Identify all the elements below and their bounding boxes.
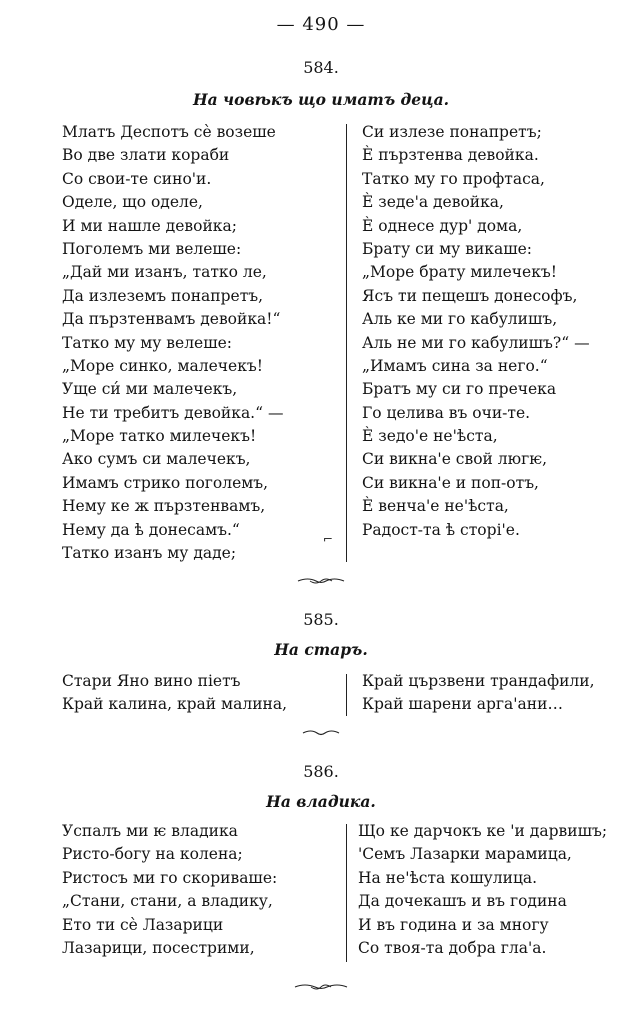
poem-586-left-column bbox=[62, 820, 277, 960]
verse-line: Си излезе понапретъ; bbox=[362, 123, 542, 141]
verse-line: „Дай ми изанъ, татко ле, bbox=[62, 263, 267, 282]
poem-number: 584. bbox=[303, 58, 339, 77]
verse-line: Татко изанъ му даде; bbox=[62, 544, 237, 563]
verse-line: Стари Яно вино піетъ bbox=[62, 672, 241, 690]
verse-line: Братъ му си го пречека bbox=[362, 380, 557, 399]
column-divider bbox=[346, 824, 347, 962]
poem-title: На старъ. bbox=[274, 640, 368, 659]
poem-584-left-column bbox=[62, 121, 283, 565]
bracket-mark: ⌐ bbox=[323, 532, 334, 546]
verse-line: Край цързвени трандафили, bbox=[362, 672, 595, 690]
verse-line: Оделе, що оделе, bbox=[62, 193, 203, 212]
poem-number: 586. bbox=[303, 762, 339, 781]
verse-line: Брату си му викаше: bbox=[362, 239, 533, 258]
verse-line: И ми нашле девойка; bbox=[62, 216, 237, 235]
verse-line: „Море татко милечекъ! bbox=[62, 427, 257, 446]
verse-line: Що ке дарчокъ ке 'и дарвишъ; bbox=[358, 822, 608, 840]
verse-line: „Море синко, малечекъ! bbox=[62, 356, 263, 375]
verse-line: Ѐ венча'е не'ѣста, bbox=[362, 497, 509, 516]
column-divider bbox=[346, 124, 347, 562]
verse-line: Не ти требитъ девойка.“ — bbox=[62, 403, 284, 422]
verse-line: Во две злати кораби bbox=[62, 146, 230, 165]
verse-line: „Имамъ сина за него.“ bbox=[362, 356, 548, 375]
verse-line: Го целива въ очи-те. bbox=[362, 403, 531, 422]
verse-line: Татко му го профтаса, bbox=[362, 169, 545, 188]
verse-line: Аль ке ми го кабулишъ, bbox=[362, 310, 558, 329]
verse-line: Край шарени арга'ани… bbox=[362, 695, 563, 714]
verse-line: Ристосъ ми го скориваше: bbox=[62, 868, 278, 887]
poem-title: На владика. bbox=[266, 792, 376, 811]
verse-line: Си викна'е свой люгѥ, bbox=[362, 450, 548, 469]
verse-line: Да пързтенвамъ девойка!“ bbox=[62, 310, 281, 329]
verse-line: Да излеземъ понапретъ, bbox=[62, 286, 264, 305]
verse-line: Татко му му велеше: bbox=[62, 333, 233, 352]
ornament-divider bbox=[0, 982, 642, 995]
verse-line: Да дочекашъ и въ година bbox=[358, 892, 567, 911]
verse-line: Аль не ми го кабулишъ?“ — bbox=[362, 333, 590, 352]
verse-line: Уще си́ ми малечекъ, bbox=[62, 380, 238, 399]
verse-line: Нему да ѣ донесамъ.“ bbox=[62, 520, 240, 539]
verse-line: Си викна'е и поп-отъ, bbox=[362, 473, 539, 492]
verse-line: Радост-та ѣ сторі'е. bbox=[362, 520, 520, 539]
verse-line: И въ година и за многу bbox=[358, 915, 549, 934]
verse-line: Поголемъ ми велеше: bbox=[62, 239, 242, 258]
verse-line: Ако сумъ си малечекъ, bbox=[62, 450, 251, 469]
poem-title: На човѣкъ що иматъ деца. bbox=[192, 90, 450, 109]
column-divider bbox=[346, 674, 347, 716]
page-number: — 490 — bbox=[276, 14, 366, 35]
verse-line: „Стани, стани, а владику, bbox=[62, 892, 273, 911]
verse-line: Ѐ зедо'е не'ѣста, bbox=[362, 427, 498, 446]
poem-586-right-column bbox=[358, 820, 607, 960]
ornament-divider bbox=[0, 576, 642, 589]
poem-585-left-column bbox=[62, 670, 287, 717]
verse-line: Край калина, край малина, bbox=[62, 695, 288, 714]
poem-585-right-column bbox=[362, 670, 595, 717]
verse-line: На не'ѣста кошулица. bbox=[358, 868, 538, 887]
verse-line: 'Семъ Лазарки марамица, bbox=[358, 845, 572, 864]
poem-584-right-column bbox=[362, 121, 590, 542]
verse-line: Со твоя-та добра гла'а. bbox=[358, 938, 547, 957]
verse-line: Ристо-богу на колена; bbox=[62, 845, 243, 864]
verse-line: Успалъ ми ѥ владика bbox=[62, 822, 238, 840]
verse-line: Ето ти сѐ Лазарици bbox=[62, 915, 224, 934]
ornament-divider bbox=[0, 728, 642, 741]
verse-line: Имамъ стрико поголемъ, bbox=[62, 473, 269, 492]
verse-line: „Море брату милечекъ! bbox=[362, 263, 557, 282]
verse-line: Ѐ однесе дур' дома, bbox=[362, 216, 523, 235]
verse-line: Млатъ Деспотъ сѐ возеше bbox=[62, 123, 276, 141]
verse-line: Лазарици, посестрими, bbox=[62, 938, 255, 957]
verse-line: Со свои-те сино'и. bbox=[62, 169, 212, 188]
verse-line: Ѐ пързтенва девойка. bbox=[362, 146, 539, 165]
verse-line: Нему ке ж пързтенвамъ, bbox=[62, 497, 266, 516]
verse-line: Ѐ зеде'а девойка, bbox=[362, 193, 504, 212]
poem-number: 585. bbox=[303, 610, 339, 629]
verse-line: Ясъ ти пещешъ донесофъ, bbox=[362, 286, 578, 305]
